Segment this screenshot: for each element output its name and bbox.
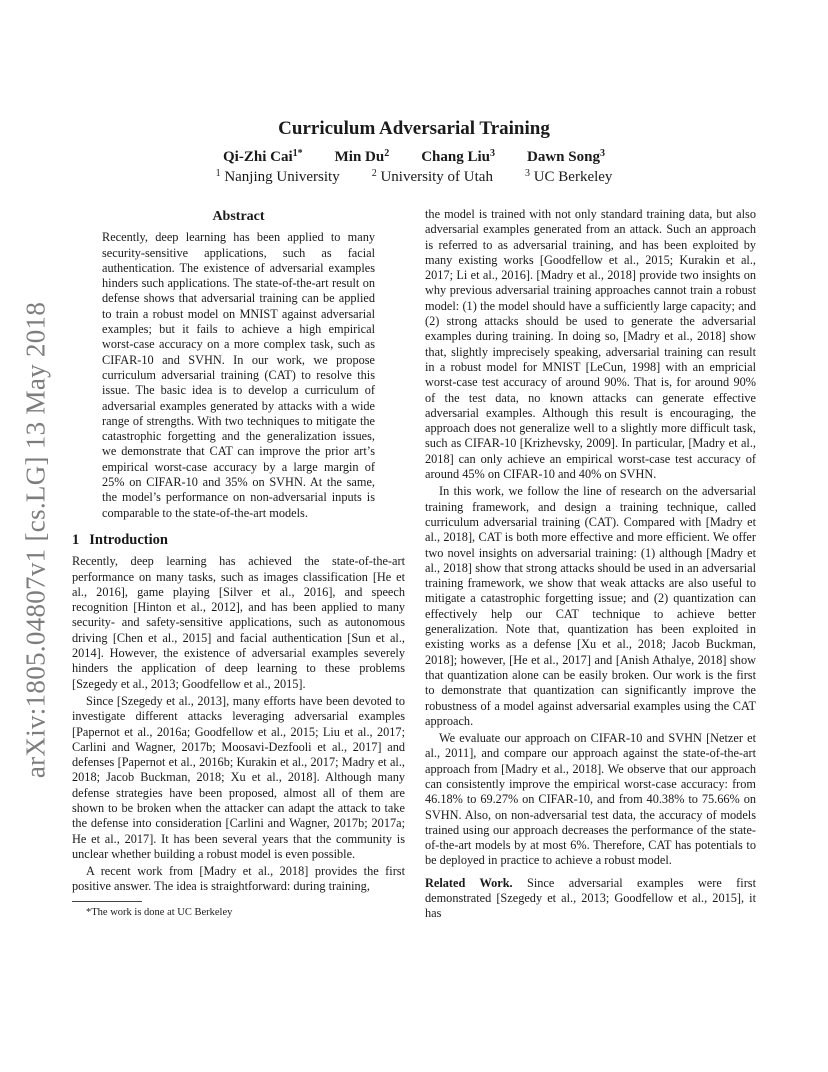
abstract-heading: Abstract xyxy=(212,209,265,224)
related-work-text: Since adversarial examples were first demonstrated [Szegedy et al., 2013; Goodfellow et al., 2015], it has xyxy=(425,875,756,921)
left-column xyxy=(72,207,405,919)
author-4: Dawn Song$^3$ xyxy=(527,148,605,165)
affiliation-1: $^1$ Nanjing University xyxy=(215,168,340,185)
affiliation-3: $^3$ UC Berkeley xyxy=(524,168,613,185)
abstract-text: Recently, deep learning has been applied to many security-sensitive applications, such as facial authentication. The existence of adversarial examples hinders such applications. The state-of-the-art result on defense shows that adversarial training can be applied to train a robust model on MNIST against adversarial examples; but it fails to achieve a high empirical worst-case accuracy on a more complex task, such as CIFAR-10 and SVHN. In our work, we propose curriculum adversarial training (CAT) to resolve this issue. The basic idea is to develop a curriculum of adversarial examples generated by attacks with a wide range of strengths. With two techniques to mitigate the catastrophic forgetting and the generalization issues, we demonstrate that CAT can improve the prior art’s empirical worst-case accuracy by a large margin of 25% on CIFAR-10 and 35% on SVHN. At the same, the model’s performance on non-adversarial inputs is comparable to the state-of-the-art models. xyxy=(102,230,375,520)
related-work-heading: Related Work. xyxy=(425,875,513,890)
affiliation-list xyxy=(0,169,828,186)
intro-paragraph-3: A recent work from [Madry et al., 2018] provides the first positive answer. The idea is straightforward: during training, xyxy=(72,864,405,894)
paper-title: Curriculum Adversarial Training xyxy=(278,118,550,139)
affiliation-2: $^2$ University of Utah xyxy=(371,168,493,185)
section-title: Introduction xyxy=(89,531,168,548)
arxiv-stamp-text: arXiv:1805.04807v1 [cs.LG] 13 May 2018 xyxy=(20,301,51,779)
related-work-paragraph xyxy=(425,876,756,922)
right-paragraph-1: the model is trained with not only standard training data, but also adversarial examples generated from an attack. Such an approach is referred to as adversarial training, and has been exploited by many existing works [Goodfellow et al., 2015; Kurakin et al., 2017; Li et al., 2016]. [Madry et al., 2018] provide two insights on why previous adversarial training approaches cannot train a robust model: (1) the model should have a sufficiently large capacity; and (2) strong attacks should be used to generate the adversarial examples during training. In doing so, [Madry et al., 2018] show that, slightly imprecisely speaking, adversarial training can result in a robust model for MNIST [LeCun, 1998] with an empricial worst-case test accuracy of around 90%. That is, for around 90% of the test data, no known attacks can generate effective adversarial examples. Although this result is encouraging, the approach does not generalize well to a slightly more difficult task, such as CIFAR-10 [Krizhevsky, 2009]. In particular, [Madry et al., 2018] can only achieve an empirical worst-case test accuracy of around 45% on CIFAR-10 and 40% on SVHN. xyxy=(425,207,756,482)
author-2: Min Du$^2$ xyxy=(334,148,390,165)
arxiv-stamp xyxy=(16,280,56,800)
right-paragraph-2: In this work, we follow the line of research on the adversarial training framework, and design a training technique, called curriculum adversarial training (CAT). Compared with [Madry et al., 2018], CAT is both more effective and more efficient. We offer two novel insights on adversarial training: (1) although [Madry et al., 2018] show that strong attacks should be used in an adversarial training framework, we show that weak attacks are also useful to mitigate a catastrophic forgetting issue; and (2) quantization can effectively help our CAT technique to achieve better generalization. Note that, quantization has been exploited in existing works as a defense [Xu et al., 2018; Jacob Buckman, 2018]; however, [He et al., 2017] and [Anish Athalye, 2018] show that quantization alone can be easily broken. Our work is the first to demonstrate that quantization can significantly improve the robustness of a model against adversarial examples using the CAT approach. xyxy=(425,484,756,728)
intro-paragraph-1: Recently, deep learning has achieved the state-of-the-art performance on many tasks, such as images classification [He et al., 2016], game playing [Silver et al., 2016], and speech recognition [Hinton et al., 2012], and has been applied to many security- and safety-sensitive applications, such as autonomous driving [Chen et al., 2015] and facial authentication [Sun et al., 2014]. However, the existence of adversarial examples severely hinders the application of deep learning to these problems [Szegedy et al., 2013; Goodfellow et al., 2015]. xyxy=(72,554,405,691)
footnote-divider xyxy=(72,901,142,902)
right-paragraph-3: We evaluate our approach on CIFAR-10 and SVHN [Netzer et al., 2011], and compare our approach against the state-of-the-art approach from [Madry et al., 2018]. We observe that our approach can consistently improve the empirical worst-case accuracy: from 46.18% to 69.27% on CIFAR-10, and from 40.38% to 75.66% on SVHN. Also, on non-adversarial test data, the accuracy of models trained using our approach decreases the performance of the state-of-the-art models by at most 6%. Therefore, CAT has potentials to be deployed in practice to achieve a robust model. xyxy=(425,731,756,868)
section-heading-introduction xyxy=(72,533,405,548)
author-3: Chang Liu$^3$ xyxy=(421,148,496,165)
author-list xyxy=(0,149,828,166)
section-number: 1 xyxy=(72,531,80,548)
right-column xyxy=(425,207,756,922)
footnote: *The work is done at UC Berkeley xyxy=(86,906,233,918)
author-1: Qi-Zhi Cai$^{1*}$ xyxy=(223,148,303,165)
intro-paragraph-2: Since [Szegedy et al., 2013], many efforts have been devoted to investigate different attacks leveraging adversarial examples [Papernot et al., 2016a; Goodfellow et al., 2015; Liu et al., 2017; Carlini and Wagner, 2017b; Moosavi-Dezfooli et al., 2017] and defenses [Papernot et al., 2016b; Kurakin et al., 2017; Madry et al., 2018; Jacob Buckman, 2018; Xu et al., 2018]. Although many defense strategies have been proposed, almost all of them are shown to be broken when the attacker can adapt the attack to take the defense into consideration [Carlini and Wagner, 2017b; 2017a; He et al., 2017]. It has been several years that the community is unclear whether building a robust model is even possible. xyxy=(72,693,405,861)
